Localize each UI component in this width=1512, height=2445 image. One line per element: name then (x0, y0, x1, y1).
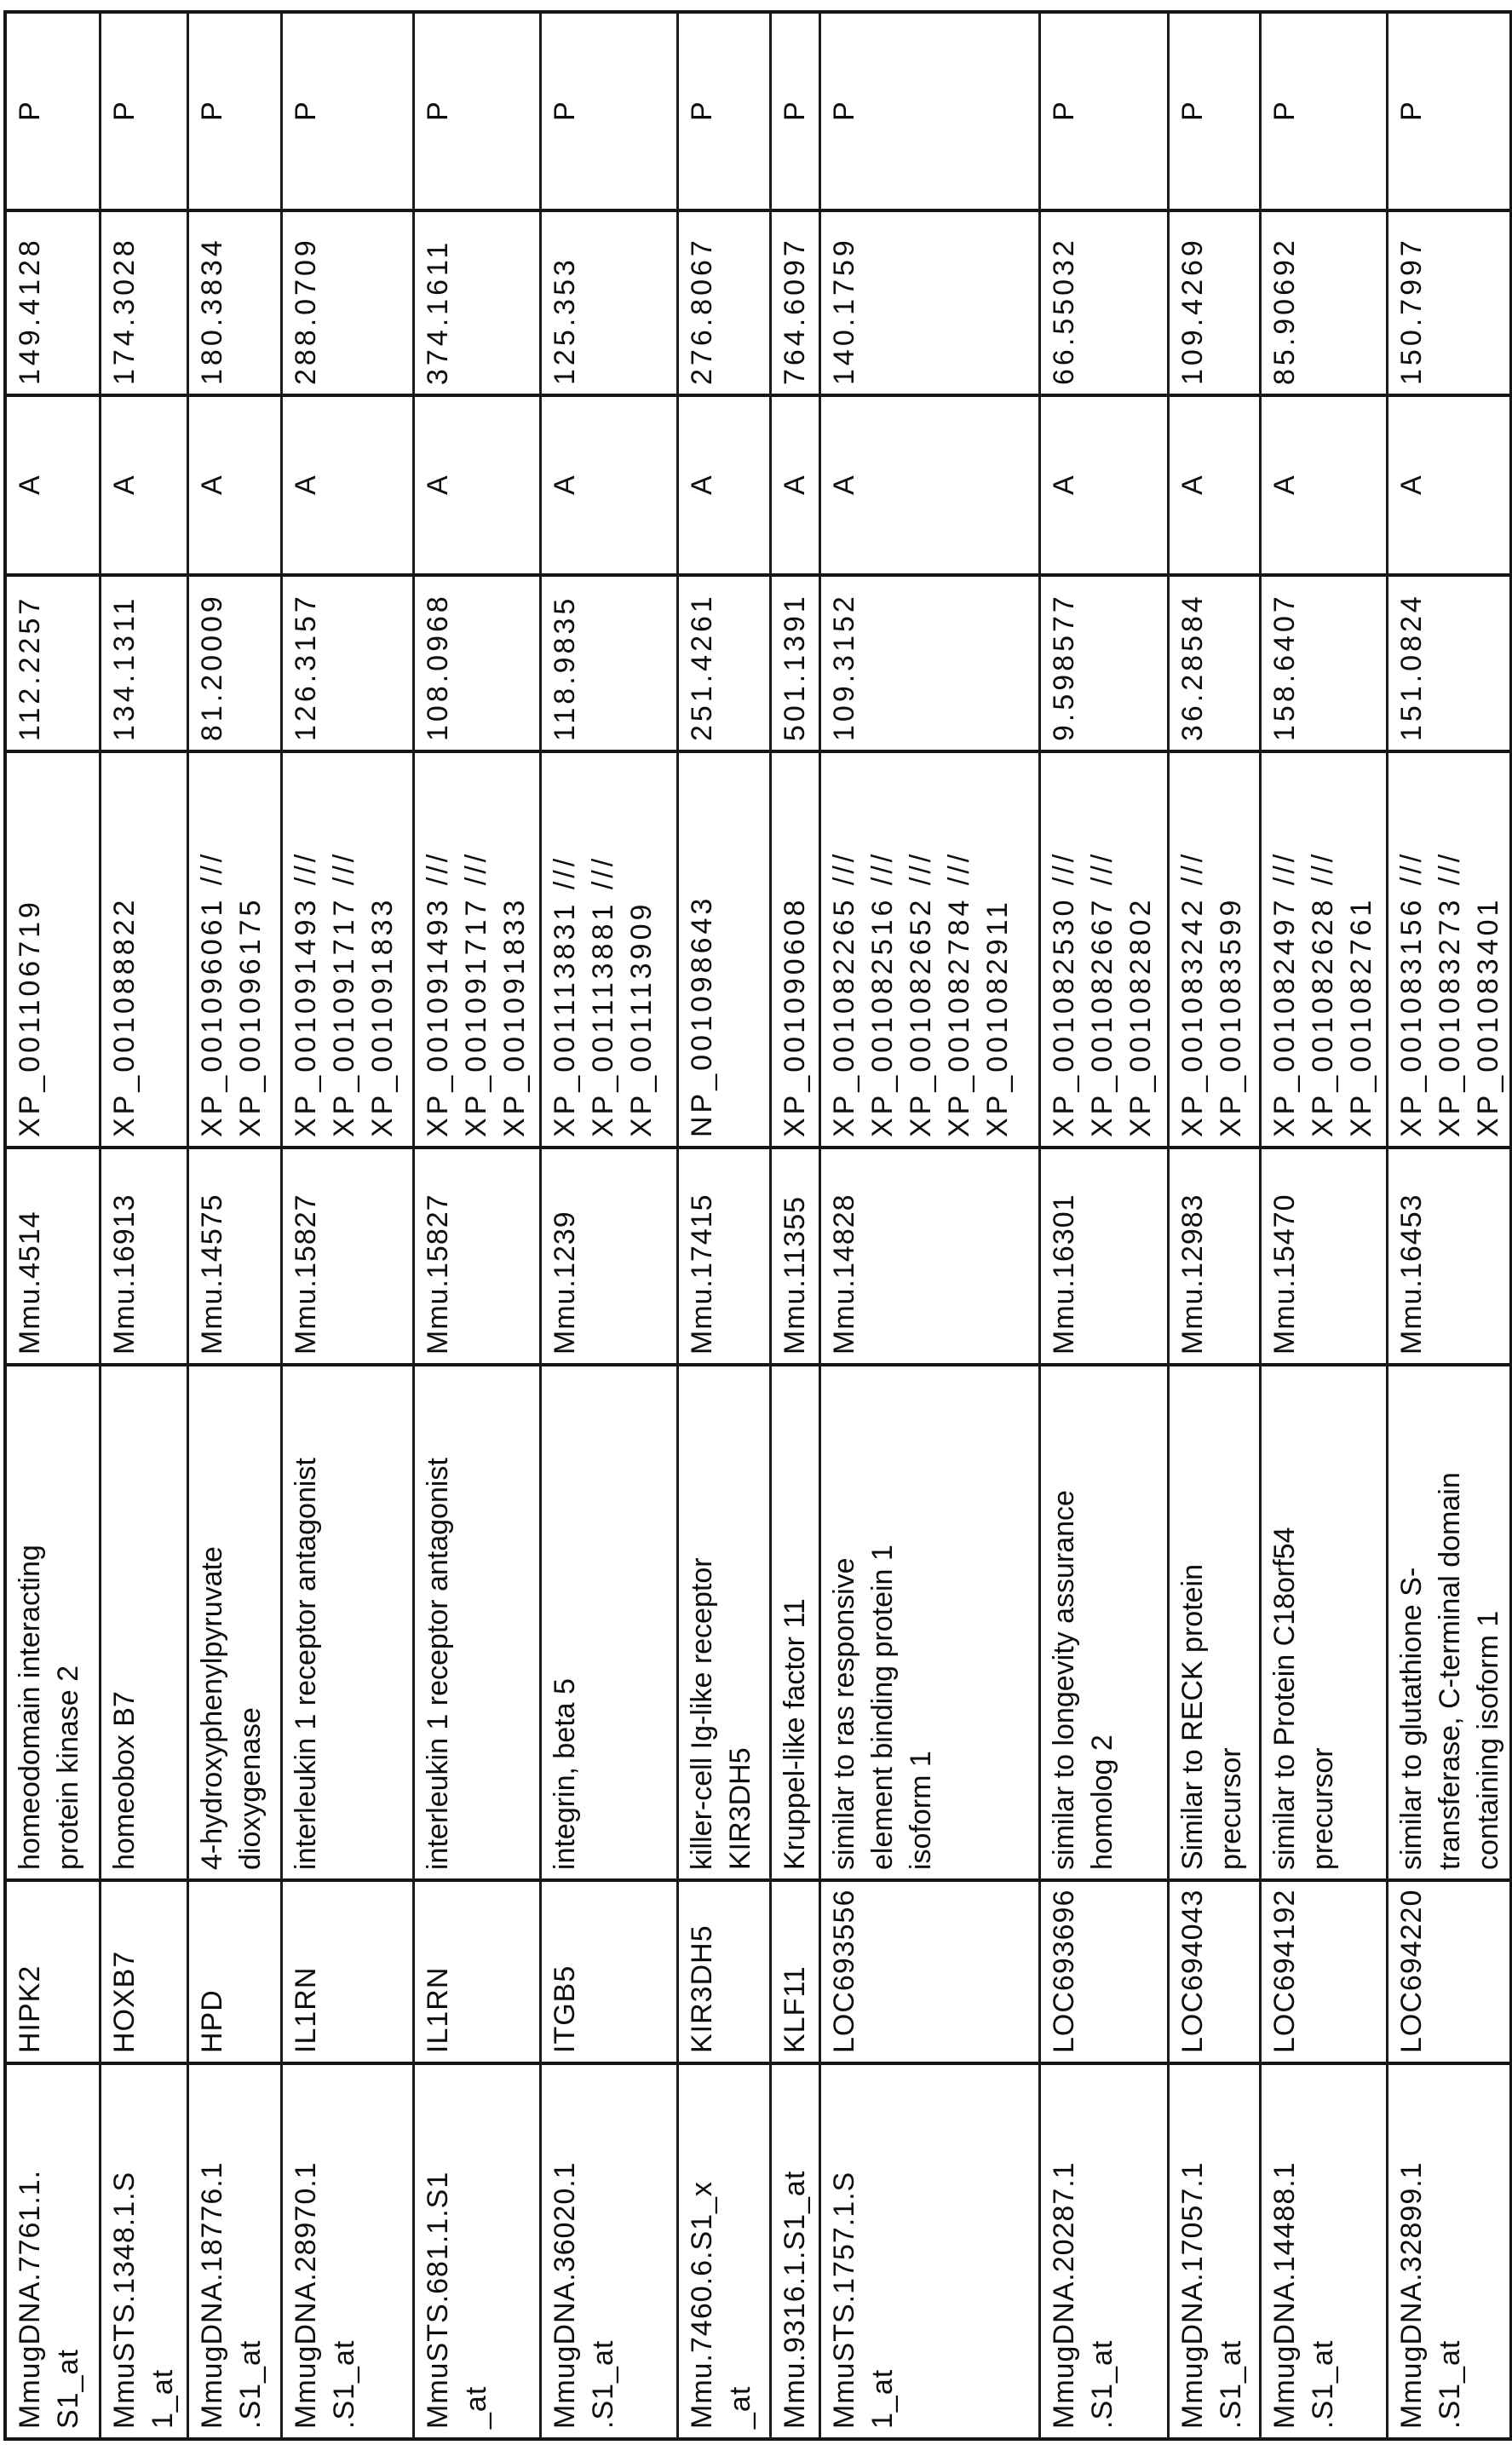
cell-probe-set-id (1041, 2065, 1170, 2437)
cell-text: XP_001083242 /// XP_001083599 (1176, 850, 1247, 1137)
cell-text: XP_001088822 (108, 896, 141, 1137)
cell-text: 66.55032 (1048, 237, 1080, 385)
cell-text: 109.3152 (828, 593, 860, 741)
cell-refseq-ids (1388, 753, 1509, 1149)
cell-refseq-ids (101, 753, 189, 1149)
cell-refseq-ids (415, 753, 542, 1149)
cell-gene-symbol (1041, 1882, 1170, 2065)
cell-signal-2 (679, 577, 772, 753)
cell-signal-1 (1170, 212, 1262, 397)
cell-text: HOXB7 (108, 1950, 141, 2053)
cell-present-call (1262, 14, 1388, 212)
cell-unigene-id (1170, 1149, 1262, 1366)
cell-text: A (422, 475, 454, 495)
cell-text: 764.6097 (779, 237, 811, 385)
cell-present-call (772, 14, 821, 212)
cell-text: XP_001083156 /// XP_001083273 /// XP_001083401 (1395, 850, 1504, 1137)
cell-gene-symbol (679, 1882, 772, 2065)
cell-text: 374.1611 (422, 239, 454, 385)
cell-text: Mmu.15470 (1268, 1194, 1301, 1355)
cell-text: Mmu.16453 (1395, 1194, 1428, 1355)
cell-text: MmugDNA.7761.1. S1_at (14, 2169, 84, 2429)
cell-signal-2 (7, 577, 101, 753)
cell-text: Mmu.12983 (1176, 1194, 1209, 1355)
cell-text: XP_001082530 /// XP_001082667 /// XP_001082802 (1048, 850, 1157, 1137)
cell-text: 151.0824 (1395, 593, 1428, 741)
cell-absent-call (101, 397, 189, 577)
cell-text: A (779, 475, 811, 495)
cell-unigene-id (821, 1149, 1041, 1366)
cell-probe-set-id (542, 2065, 679, 2437)
cell-text: MmugDNA.17057.1 .S1_at (1176, 2161, 1247, 2429)
cell-text: A (1048, 475, 1080, 495)
cell-text: P (422, 101, 454, 121)
cell-text: 81.20009 (196, 593, 228, 741)
cell-text: Mmu.16913 (108, 1194, 141, 1355)
cell-text: Mmu.16301 (1048, 1194, 1080, 1355)
cell-text: interleukin 1 receptor antagonist (290, 1458, 322, 1870)
cell-text: A (14, 475, 46, 495)
cell-refseq-ids (772, 753, 821, 1149)
cell-text: Mmu.14828 (828, 1194, 860, 1355)
cell-text: homeodomain interacting protein kinase 2 (14, 1545, 84, 1870)
cell-text: similar to Protein C18orf54 precursor (1268, 1527, 1339, 1870)
cell-probe-set-id (415, 2065, 542, 2437)
cell-gene-title (7, 1366, 101, 1882)
cell-text: LOC693696 (1048, 1889, 1080, 2053)
cell-refseq-ids (7, 753, 101, 1149)
cell-absent-call (1170, 397, 1262, 577)
cell-gene-title (415, 1366, 542, 1882)
cell-text: P (828, 101, 860, 121)
cell-probe-set-id (189, 2065, 283, 2437)
cell-text: XP_001113831 /// XP_001113881 /// XP_001113909 (549, 854, 658, 1137)
cell-absent-call (1041, 397, 1170, 577)
cell-text: 149.4128 (14, 237, 46, 385)
cell-text: MmugDNA.14488.1 .S1_at (1268, 2161, 1339, 2429)
cell-signal-1 (415, 212, 542, 397)
cell-unigene-id (772, 1149, 821, 1366)
cell-signal-2 (772, 577, 821, 753)
cell-text: MmugDNA.36020.1 .S1_at (549, 2161, 619, 2429)
cell-text: 251.4261 (686, 593, 718, 741)
cell-gene-title (821, 1366, 1041, 1882)
cell-text: 118.9835 (549, 595, 581, 741)
cell-text: P (1176, 101, 1209, 121)
cell-text: interleukin 1 receptor antagonist (422, 1458, 454, 1870)
cell-text: Mmu.4514 (14, 1211, 46, 1355)
cell-absent-call (415, 397, 542, 577)
cell-present-call (283, 14, 415, 212)
cell-text: MmugDNA.28970.1 .S1_at (290, 2161, 360, 2429)
cell-text: P (290, 101, 322, 121)
cell-text: A (108, 475, 141, 495)
cell-gene-symbol (1262, 1882, 1388, 2065)
cell-text: 158.6407 (1268, 593, 1301, 741)
cell-text: P (1268, 101, 1301, 121)
cell-text: A (196, 475, 228, 495)
cell-text: P (686, 101, 718, 121)
cell-text: killer-cell Ig-like receptor KIR3DH5 (686, 1557, 756, 1870)
cell-text: Similar to RECK protein precursor (1176, 1563, 1247, 1870)
cell-unigene-id (283, 1149, 415, 1366)
cell-text: MmugDNA.18776.1 .S1_at (196, 2161, 267, 2429)
cell-text: IL1RN (422, 1966, 454, 2053)
cell-gene-title (542, 1366, 679, 1882)
cell-signal-1 (679, 212, 772, 397)
expression-table (3, 10, 1512, 2441)
cell-signal-2 (542, 577, 679, 753)
cell-text: P (1395, 101, 1428, 121)
cell-gene-symbol (415, 1882, 542, 2065)
cell-gene-title (101, 1366, 189, 1882)
cell-text: Mmu.15827 (422, 1194, 454, 1355)
cell-refseq-ids (542, 753, 679, 1149)
cell-gene-symbol (1170, 1882, 1262, 2065)
cell-absent-call (772, 397, 821, 577)
cell-text: P (196, 101, 228, 121)
cell-text: similar to glutathione S- transferase, C-terminal domain containing isoform 1 (1395, 1472, 1504, 1870)
cell-absent-call (7, 397, 101, 577)
cell-signal-2 (1388, 577, 1509, 753)
cell-text: 140.1759 (828, 237, 860, 385)
cell-text: A (1268, 475, 1301, 495)
cell-text: XP_001091493 /// XP_001091717 /// XP_001091833 (422, 850, 531, 1137)
cell-signal-2 (415, 577, 542, 753)
cell-gene-symbol (821, 1882, 1041, 2065)
cell-present-call (415, 14, 542, 212)
cell-text: Mmu.1239 (549, 1211, 581, 1355)
cell-absent-call (679, 397, 772, 577)
cell-text: LOC693556 (828, 1889, 860, 2053)
cell-gene-symbol (283, 1882, 415, 2065)
cell-absent-call (189, 397, 283, 577)
cell-present-call (679, 14, 772, 212)
cell-text: P (779, 101, 811, 121)
cell-unigene-id (679, 1149, 772, 1366)
cell-text: XP_001082497 /// XP_001082628 /// XP_001082761 (1268, 850, 1377, 1137)
cell-absent-call (283, 397, 415, 577)
cell-text: similar to ras responsive element binding protein 1 isoform 1 (828, 1545, 937, 1870)
cell-signal-1 (542, 212, 679, 397)
cell-gene-symbol (101, 1882, 189, 2065)
cell-text: MmuSTS.681.1.S1 _at (422, 2171, 492, 2429)
cell-text: A (1395, 475, 1428, 495)
cell-text: KIR3DH5 (686, 1924, 718, 2053)
cell-gene-title (189, 1366, 283, 1882)
cell-text: Mmu.14575 (196, 1194, 228, 1355)
cell-present-call (7, 14, 101, 212)
cell-absent-call (1262, 397, 1388, 577)
cell-text: A (1176, 475, 1209, 495)
cell-text: 501.1391 (779, 593, 811, 741)
cell-text: Mmu.7460.6.S1_x _at (686, 2181, 756, 2429)
cell-gene-symbol (1388, 1882, 1509, 2065)
cell-signal-2 (1170, 577, 1262, 753)
cell-signal-1 (101, 212, 189, 397)
cell-signal-1 (1388, 212, 1509, 397)
cell-present-call (821, 14, 1041, 212)
cell-signal-1 (283, 212, 415, 397)
cell-text: P (108, 101, 141, 121)
cell-text: 174.3028 (108, 237, 141, 385)
cell-text: MmuSTS.1348.1.S 1_at (108, 2171, 179, 2429)
cell-signal-1 (189, 212, 283, 397)
cell-text: 108.0968 (422, 593, 454, 741)
cell-present-call (1170, 14, 1262, 212)
cell-text: 4-hydroxyphenylpyruvate dioxygenase (196, 1546, 267, 1870)
cell-text: P (1048, 101, 1080, 121)
cell-text: A (290, 475, 322, 495)
cell-unigene-id (189, 1149, 283, 1366)
cell-unigene-id (415, 1149, 542, 1366)
cell-text: IL1RN (290, 1966, 322, 2053)
cell-text: homeobox B7 (108, 1691, 141, 1870)
cell-text: A (686, 475, 718, 495)
cell-text: A (549, 475, 581, 495)
cell-text: integrin, beta 5 (549, 1678, 581, 1870)
cell-unigene-id (1388, 1149, 1509, 1366)
cell-text: 126.3157 (290, 593, 322, 741)
cell-gene-title (283, 1366, 415, 1882)
cell-probe-set-id (283, 2065, 415, 2437)
cell-gene-title (1170, 1366, 1262, 1882)
cell-unigene-id (1262, 1149, 1388, 1366)
cell-gene-symbol (772, 1882, 821, 2065)
cell-text: HIPK2 (14, 1965, 46, 2053)
cell-absent-call (821, 397, 1041, 577)
cell-probe-set-id (101, 2065, 189, 2437)
cell-text: MmuSTS.1757.1.S 1_at (828, 2171, 899, 2429)
cell-text: LOC694220 (1395, 1889, 1428, 2053)
cell-text: 125.353 (549, 256, 581, 385)
cell-gene-title (1388, 1366, 1509, 1882)
cell-absent-call (542, 397, 679, 577)
cell-signal-2 (821, 577, 1041, 753)
cell-absent-call (1388, 397, 1509, 577)
cell-probe-set-id (772, 2065, 821, 2437)
cell-text: 288.0709 (290, 237, 322, 385)
cell-text: P (549, 101, 581, 121)
cell-text: LOC694192 (1268, 1889, 1301, 2053)
cell-text: 109.4269 (1176, 237, 1209, 385)
cell-text: LOC694043 (1176, 1889, 1209, 2053)
cell-probe-set-id (1170, 2065, 1262, 2437)
cell-refseq-ids (189, 753, 283, 1149)
cell-signal-1 (772, 212, 821, 397)
cell-gene-title (1041, 1366, 1170, 1882)
cell-text: Mmu.17415 (686, 1194, 718, 1355)
cell-gene-symbol (7, 1882, 101, 2065)
cell-signal-2 (1041, 577, 1170, 753)
cell-signal-1 (1262, 212, 1388, 397)
cell-probe-set-id (7, 2065, 101, 2437)
cell-probe-set-id (821, 2065, 1041, 2437)
cell-gene-symbol (189, 1882, 283, 2065)
cell-refseq-ids (283, 753, 415, 1149)
cell-text: 180.3834 (196, 237, 228, 385)
cell-text: XP_001090608 (779, 896, 811, 1137)
cell-gene-title (1262, 1366, 1388, 1882)
cell-signal-2 (283, 577, 415, 753)
cell-signal-1 (1041, 212, 1170, 397)
cell-text: 150.7997 (1395, 237, 1428, 385)
cell-text: MmugDNA.20287.1 .S1_at (1048, 2161, 1118, 2429)
cell-text: P (14, 101, 46, 121)
cell-refseq-ids (679, 753, 772, 1149)
cell-text: 134.1311 (108, 595, 141, 741)
cell-text: similar to longevity assurance homolog 2 (1048, 1490, 1118, 1870)
cell-signal-2 (101, 577, 189, 753)
cell-probe-set-id (679, 2065, 772, 2437)
cell-signal-1 (821, 212, 1041, 397)
cell-text: 112.2257 (14, 595, 46, 741)
cell-refseq-ids (1041, 753, 1170, 1149)
cell-text: XP_001096061 /// XP_001096175 (196, 850, 267, 1137)
cell-unigene-id (101, 1149, 189, 1366)
cell-text: 9.598577 (1048, 593, 1080, 741)
cell-refseq-ids (1170, 753, 1262, 1149)
cell-gene-symbol (542, 1882, 679, 2065)
cell-text: XP_001082265 /// XP_001082516 /// XP_001082652 /// XP_001082784 /// XP_001082911 (828, 850, 1014, 1137)
cell-refseq-ids (821, 753, 1041, 1149)
cell-probe-set-id (1262, 2065, 1388, 2437)
cell-text: Mmu.9316.1.S1_at (779, 2170, 811, 2429)
cell-probe-set-id (1388, 2065, 1509, 2437)
cell-text: MmugDNA.32899.1 .S1_at (1395, 2161, 1466, 2429)
cell-text: XP_001091493 /// XP_001091717 /// XP_001091833 (290, 850, 399, 1137)
cell-refseq-ids (1262, 753, 1388, 1149)
cell-signal-1 (7, 212, 101, 397)
cell-text: Mmu.15827 (290, 1194, 322, 1355)
cell-unigene-id (7, 1149, 101, 1366)
cell-text: Kruppel-like factor 11 (779, 1598, 811, 1870)
cell-gene-title (679, 1366, 772, 1882)
cell-text: HPD (196, 1989, 228, 2053)
cell-gene-title (772, 1366, 821, 1882)
cell-text: Mmu.11355 (779, 1195, 811, 1355)
cell-present-call (542, 14, 679, 212)
cell-signal-2 (1262, 577, 1388, 753)
cell-text: NP_001098643 (686, 895, 718, 1137)
cell-text: 276.8067 (686, 237, 718, 385)
cell-present-call (1041, 14, 1170, 212)
cell-text: 85.90692 (1268, 237, 1301, 385)
cell-text: KLF11 (779, 1965, 811, 2053)
cell-unigene-id (1041, 1149, 1170, 1366)
cell-present-call (101, 14, 189, 212)
cell-text: ITGB5 (549, 1965, 581, 2053)
cell-signal-2 (189, 577, 283, 753)
cell-present-call (1388, 14, 1509, 212)
cell-text: XP_001106719 (14, 899, 46, 1137)
cell-text: A (828, 475, 860, 495)
cell-present-call (189, 14, 283, 212)
cell-text: 36.28584 (1176, 593, 1209, 741)
cell-unigene-id (542, 1149, 679, 1366)
